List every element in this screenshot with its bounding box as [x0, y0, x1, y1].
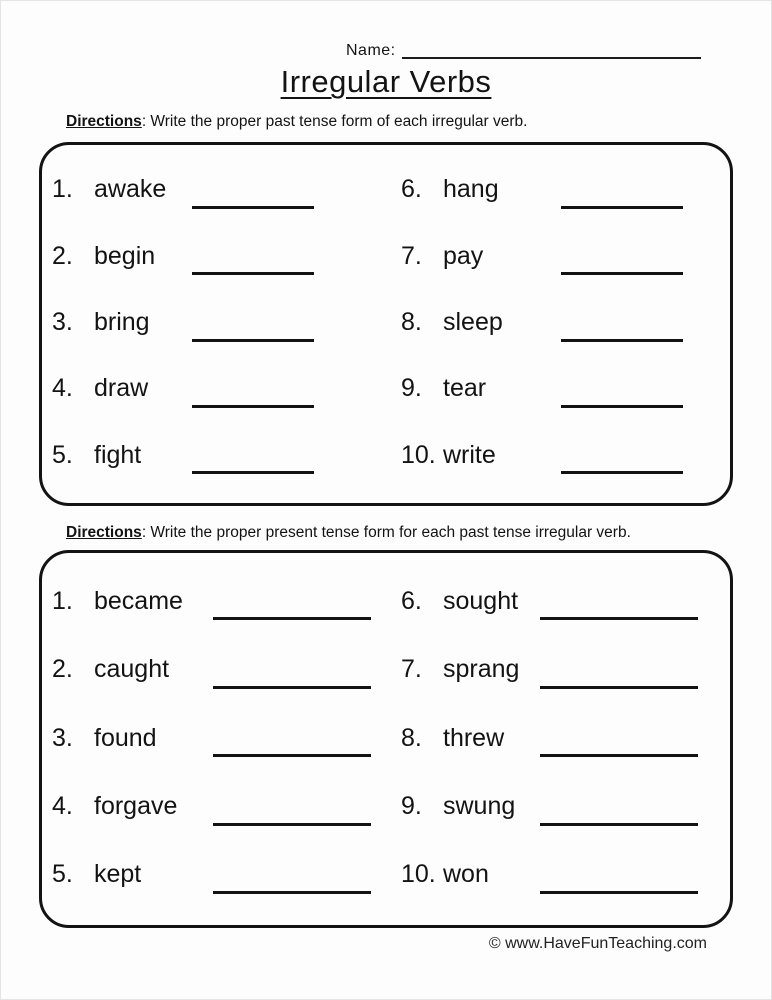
verb-word: pay: [443, 241, 484, 270]
copyright-footer: © www.HaveFunTeaching.com: [488, 935, 707, 953]
answer-blank: [540, 733, 698, 757]
verb-word: bring: [94, 308, 150, 337]
list-item: [401, 792, 698, 821]
list-item: [52, 587, 371, 616]
answer-blank: [540, 596, 698, 620]
present-tense-exercise-box: [39, 550, 733, 928]
verb-word: threw: [443, 723, 505, 752]
answer-blank: [192, 318, 314, 342]
exercise-column-left: [42, 157, 386, 489]
directions-section-1: [66, 113, 771, 132]
item-number: 10.: [401, 440, 436, 469]
item-number: 6.: [401, 586, 422, 615]
verb-word: found: [94, 723, 157, 752]
item-number: 10.: [401, 860, 436, 889]
list-item: [401, 860, 698, 889]
answer-blank: [540, 665, 698, 689]
verb-word: hang: [443, 175, 499, 204]
list-item: [52, 655, 371, 684]
answer-blank: [561, 251, 683, 275]
verb-word: kept: [94, 860, 142, 889]
list-item: [52, 792, 371, 821]
answer-blank: [192, 251, 314, 275]
item-number: 4.: [52, 374, 73, 403]
verb-word: draw: [94, 374, 149, 403]
answer-blank: [213, 802, 371, 826]
list-item: [401, 587, 698, 616]
list-item: [52, 374, 314, 403]
answer-blank: [213, 665, 371, 689]
answer-blank: [561, 318, 683, 342]
verb-word: caught: [94, 655, 170, 684]
item-number: 6.: [401, 175, 422, 204]
list-item: [52, 242, 314, 271]
item-number: 7.: [401, 241, 422, 270]
item-number: 8.: [401, 723, 422, 752]
verb-word: begin: [94, 241, 156, 270]
verb-word: won: [443, 860, 489, 889]
directions-label: Directions: [66, 113, 142, 130]
verb-word: forgave: [94, 792, 178, 821]
item-number: 9.: [401, 374, 422, 403]
list-item: [401, 308, 683, 337]
answer-blank: [213, 733, 371, 757]
verb-word: tear: [443, 374, 487, 403]
item-number: 2.: [52, 655, 73, 684]
item-number: 2.: [52, 241, 73, 270]
list-item: [52, 175, 314, 204]
item-number: 5.: [52, 860, 73, 889]
verb-word: write: [443, 440, 496, 469]
list-item: [401, 441, 683, 470]
exercise-column-right: [386, 567, 730, 909]
name-label: Name:: [346, 42, 396, 59]
exercise-column-right: [386, 157, 730, 489]
verb-word: awake: [94, 175, 167, 204]
item-number: 1.: [52, 175, 73, 204]
list-item: [401, 374, 683, 403]
verb-word: swung: [443, 792, 516, 821]
name-blank-line: [402, 43, 701, 59]
list-item: [52, 308, 314, 337]
answer-blank: [192, 450, 314, 474]
past-tense-exercise-box: [39, 142, 733, 506]
answer-blank: [213, 870, 371, 894]
item-number: 1.: [52, 586, 73, 615]
list-item: [401, 175, 683, 204]
list-item: [401, 724, 698, 753]
list-item: [401, 242, 683, 271]
verb-word: fight: [94, 440, 142, 469]
verb-word: sleep: [443, 308, 503, 337]
answer-blank: [540, 802, 698, 826]
item-number: 4.: [52, 792, 73, 821]
list-item: [52, 860, 371, 889]
list-item: [52, 441, 314, 470]
answer-blank: [561, 384, 683, 408]
item-number: 3.: [52, 723, 73, 752]
item-number: 9.: [401, 792, 422, 821]
list-item: [52, 724, 371, 753]
page-title: Irregular Verbs: [280, 64, 492, 99]
exercise-column-left: [42, 567, 386, 909]
verb-word: became: [94, 586, 183, 615]
item-number: 3.: [52, 308, 73, 337]
answer-blank: [192, 384, 314, 408]
list-item: [401, 655, 698, 684]
answer-blank: [561, 185, 683, 209]
directions-text: : Write the proper present tense form for each past tense irregular verb.: [141, 523, 631, 541]
directions-label: Directions: [66, 523, 142, 541]
directions-section-2: [66, 524, 771, 543]
answer-blank: [540, 870, 698, 894]
answer-blank: [192, 185, 314, 209]
directions-text: : Write the proper past tense form of each irregular verb.: [141, 113, 528, 130]
item-number: 7.: [401, 655, 422, 684]
name-row: [1, 1, 771, 59]
item-number: 5.: [52, 440, 73, 469]
answer-blank: [213, 596, 371, 620]
verb-word: sought: [443, 586, 519, 615]
verb-word: sprang: [443, 655, 520, 684]
answer-blank: [561, 450, 683, 474]
item-number: 8.: [401, 308, 422, 337]
